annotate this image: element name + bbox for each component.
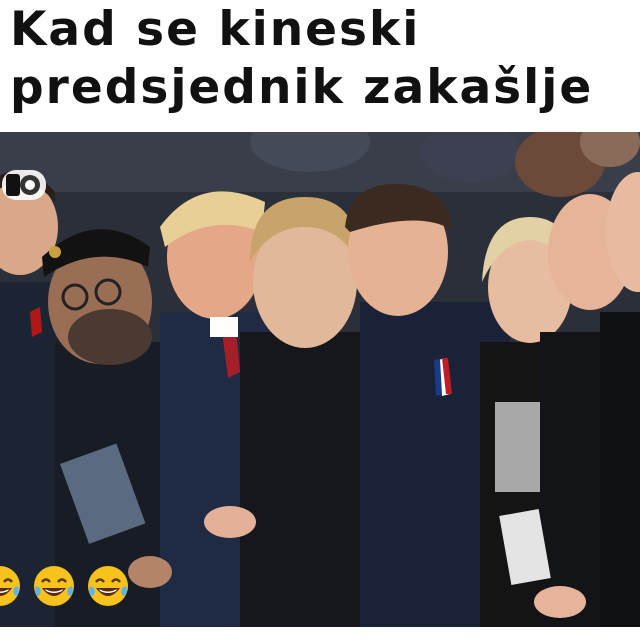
meme-caption <box>0 0 640 132</box>
emoji-row <box>0 558 130 614</box>
tears-of-joy-icon <box>86 564 130 608</box>
tears-of-joy-icon <box>32 564 76 608</box>
watermark-logo <box>0 164 48 206</box>
bottom-margin <box>0 627 640 640</box>
meme-photo <box>0 132 640 627</box>
caption-line-2: predsjednik zakašlje <box>10 60 594 115</box>
tears-of-joy-icon <box>0 564 22 608</box>
caption-line-1: Kad se kineski <box>10 2 421 57</box>
